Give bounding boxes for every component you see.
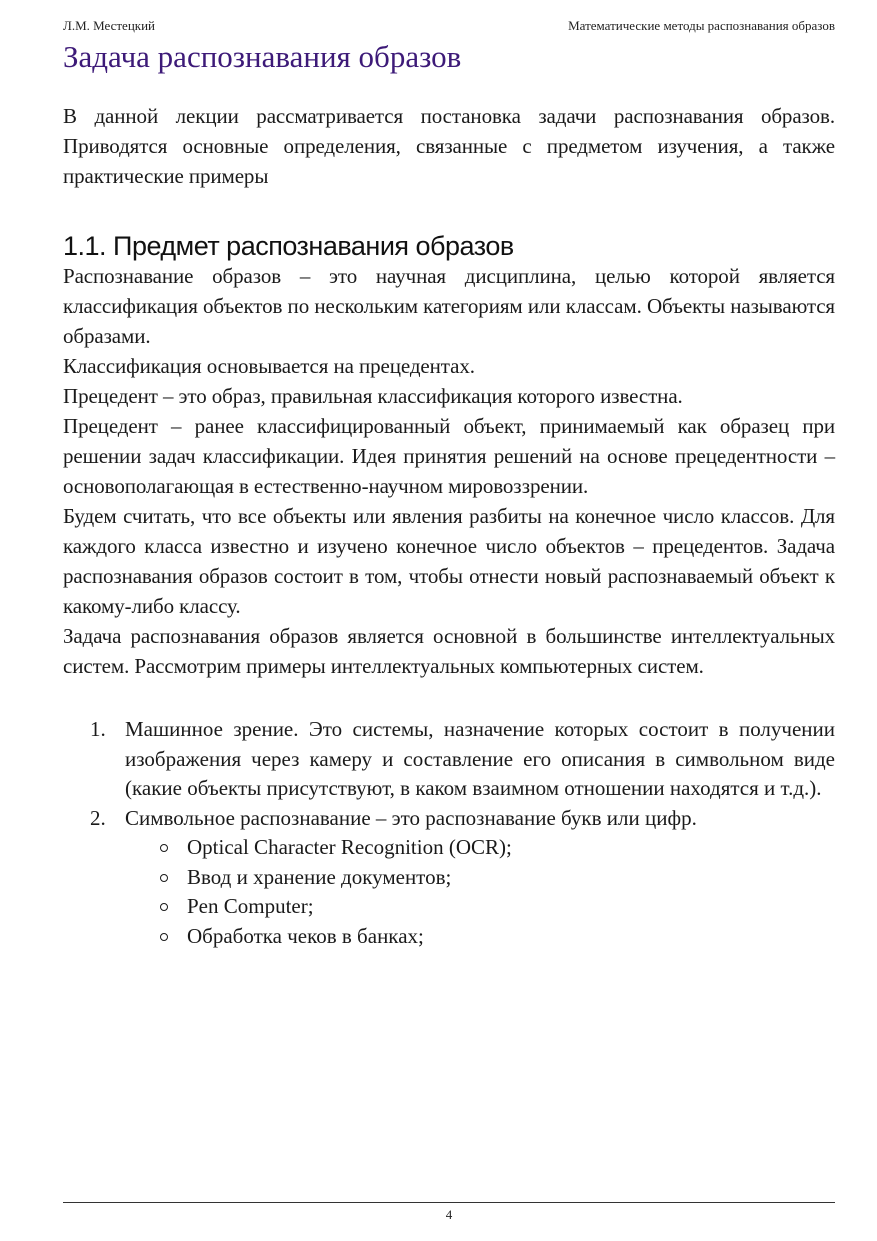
sublist-item-text: Pen Computer;	[187, 894, 314, 918]
list-item-number: 2.	[90, 805, 106, 830]
paragraph-classes: Будем считать, что все объекты или явления разбиты на конечное число классов. Для каждого класса известно и изучено конечное число объектов – прецедентов. Задача распознавания образов состоит в том, чтобы отнести новый распознаваемый объект к какому-либо классу.	[63, 504, 835, 618]
paragraph-definition: Распознавание образов – это научная дисциплина, целью которой является классификация объектов по нескольким категориям или классам. Объекты называются образами.	[63, 264, 835, 348]
circle-bullet-icon	[160, 903, 168, 911]
sublist-item	[125, 863, 835, 893]
header-author: Л.М. Местецкий	[63, 18, 156, 33]
chapter-title: Задача распознавания образов	[63, 39, 462, 74]
sublist-item	[125, 892, 835, 922]
intro-paragraph: В данной лекции рассматривается постановка задачи распознавания образов. Приводятся основные определения, связанные с предметом изучения, а также практические примеры	[63, 104, 835, 188]
list-item	[63, 804, 835, 952]
circle-bullet-icon	[160, 933, 168, 941]
sublist-item-text: Ввод и хранение документов;	[187, 864, 452, 889]
list-item-text: Символьное распознавание – это распознавание букв или цифр.	[125, 805, 697, 830]
sublist-item-text: Обработка чеков в банках;	[187, 923, 424, 948]
section-title: 1.1. Предмет распознавания образов	[63, 231, 514, 261]
page-number: 4	[445, 1207, 453, 1222]
sublist-item	[125, 922, 835, 952]
paragraph-precedent-detail: Прецедент – ранее классифицированный объект, принимаемый как образец при решении задач классификации. Идея принятия решений на основе прецедентности – основополагающая в естественно-научном мировоззрении.	[63, 414, 835, 498]
header-course-title: Математические методы распознавания образов	[568, 18, 835, 33]
paragraph-classification: Классификация основывается на прецедентах.	[63, 354, 475, 378]
sublist-item	[125, 833, 835, 863]
symbol-recognition-sublist	[125, 833, 835, 951]
circle-bullet-icon	[160, 844, 168, 852]
list-item-text: Машинное зрение. Это системы, назначение которых состоит в получении изображения через камеру и составление его описания в символьном виде (какие объекты присутствуют, в каком взаимном отношении находятся и т.д.).	[125, 717, 835, 800]
paragraph-precedent: Прецедент – это образ, правильная классификация которого известна.	[63, 384, 683, 408]
circle-bullet-icon	[160, 874, 168, 882]
page-content	[63, 101, 835, 951]
paragraph-intelligent-systems: Задача распознавания образов является основной в большинстве интеллектуальных систем. Рассмотрим примеры интеллектуальных компьютерных систем.	[63, 624, 835, 678]
running-header	[63, 17, 835, 35]
footer-divider	[63, 1202, 835, 1203]
list-item-number: 1.	[90, 717, 106, 741]
document-page	[63, 0, 835, 1241]
sublist-item-text: Optical Character Recognition (OCR);	[187, 835, 512, 859]
list-item	[63, 715, 835, 804]
examples-list	[63, 715, 835, 951]
